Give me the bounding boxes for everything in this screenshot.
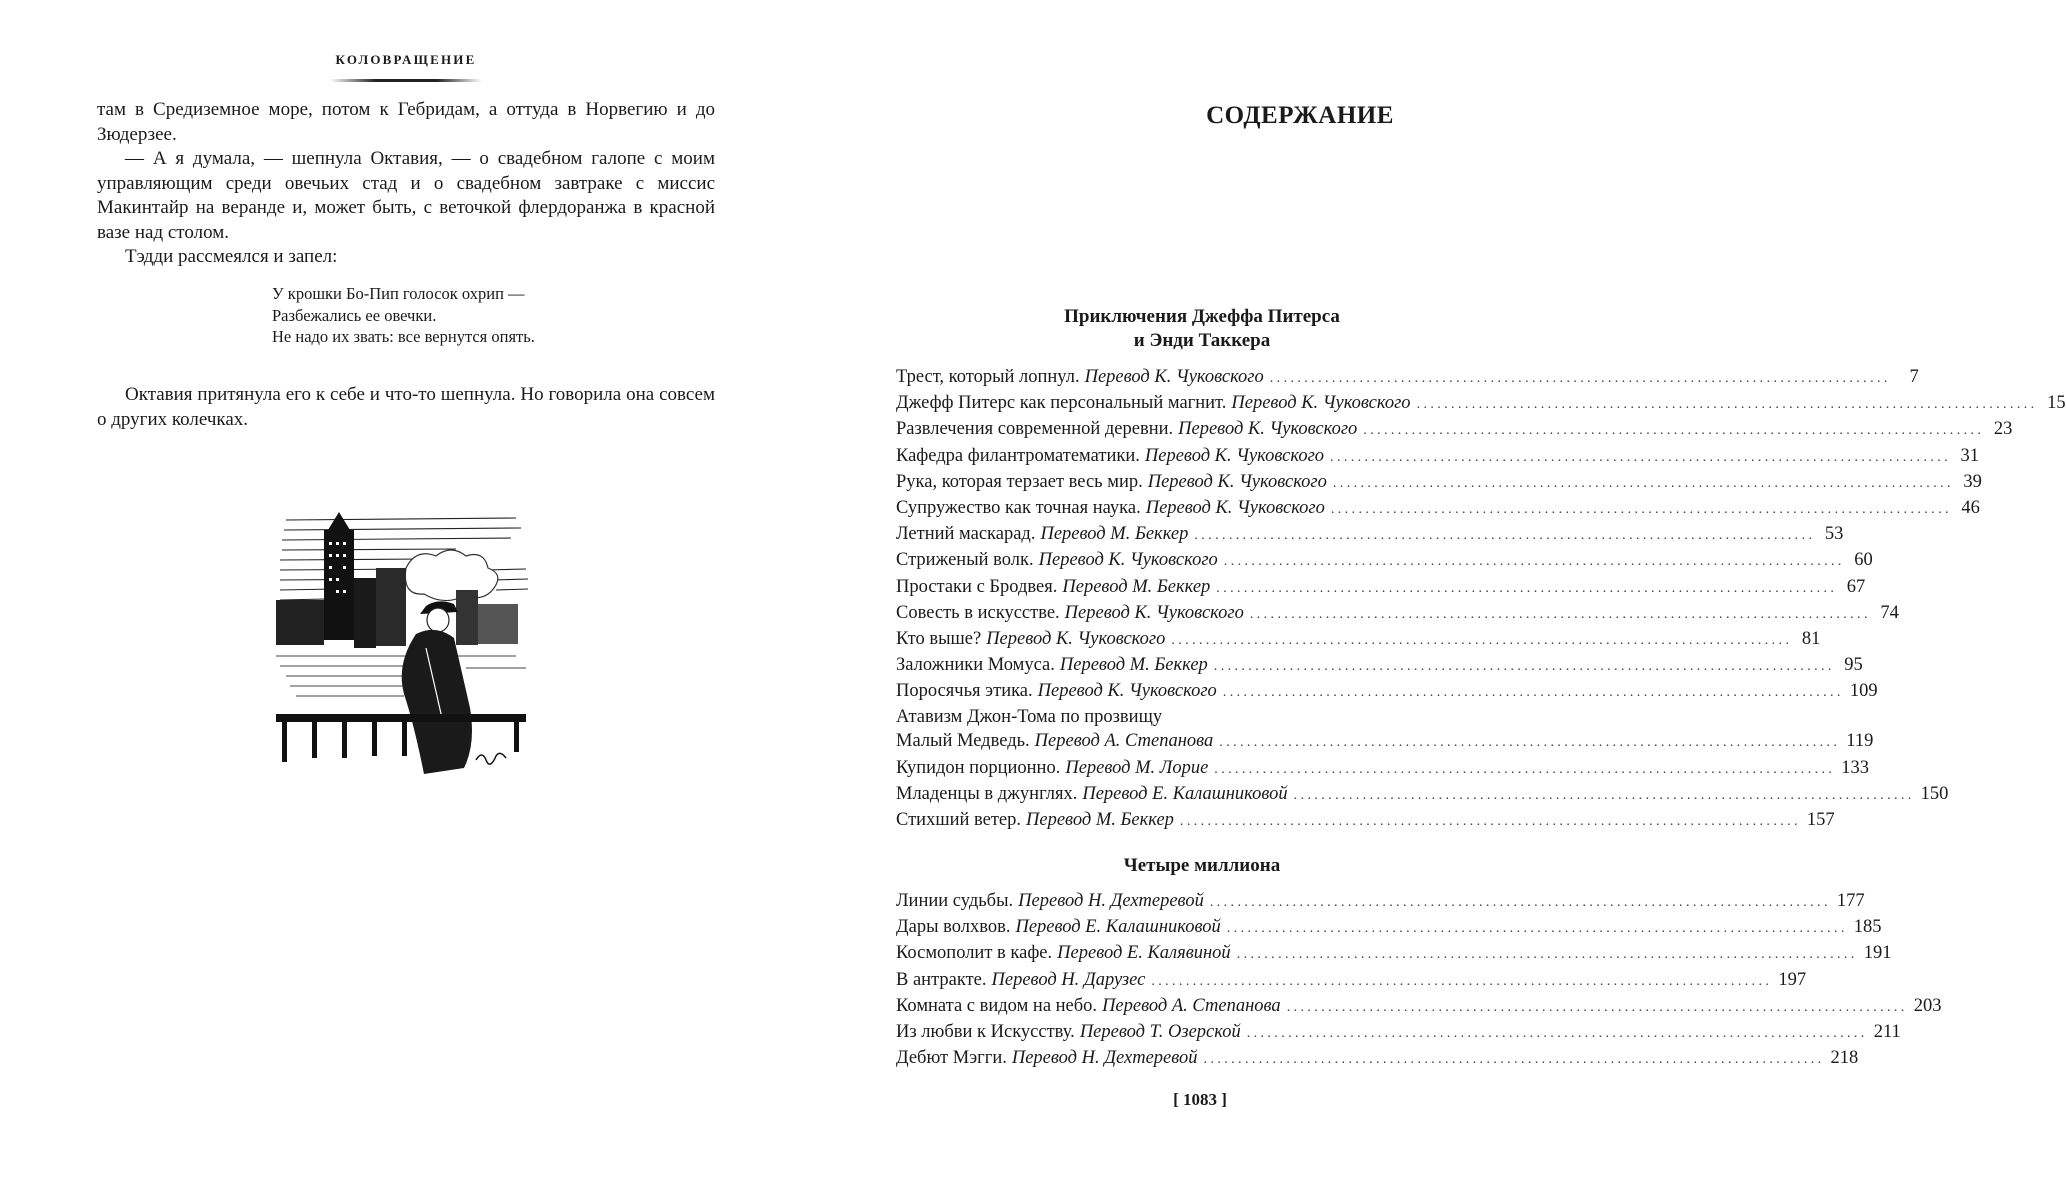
dot-leader: .......................................................................................... — [1214, 761, 1836, 777]
entry-title: Простаки с Бродвея. — [896, 576, 1058, 597]
contents-entry — [896, 416, 2013, 442]
entry-page-number: 203 — [1913, 995, 1942, 1016]
contents-entry — [896, 626, 1821, 652]
entry-page-number: 23 — [1993, 419, 2013, 440]
entry-title: Развлечения современной деревни. — [896, 419, 1174, 440]
entry-page-number: 46 — [1961, 497, 1980, 518]
contents-entry — [896, 967, 1807, 993]
dot-leader: .......................................................................................... — [1151, 973, 1773, 989]
entry-translator: Перевод М. Беккер — [1026, 810, 1174, 830]
entry-title: Стриженый волк. — [896, 550, 1034, 571]
entry-page-number: 185 — [1853, 917, 1882, 938]
section-heading — [896, 305, 1508, 353]
entry-page-number: 74 — [1880, 602, 1899, 623]
paragraph: там в Средиземное море, потом к Гебридам, а оттуда в Норвегию и до Зюдерзее. — [97, 99, 715, 145]
dot-leader: .......................................................................................... — [1203, 1052, 1825, 1068]
entry-page-number: 95 — [1844, 655, 1863, 676]
entry-title: Малый Медведь. — [896, 731, 1030, 752]
entry-page-number: 31 — [1960, 445, 1980, 466]
entry-translator: Перевод К. Чуковского — [1145, 497, 1325, 518]
section-heading — [896, 854, 1508, 878]
contents-entry — [896, 364, 1919, 390]
entry-translator: Перевод К. Чуковского — [986, 628, 1166, 649]
right-page — [800, 0, 2066, 1200]
dot-leader: .......................................................................................... — [1246, 1025, 1868, 1041]
entry-translator: Перевод Н. Дехтеревой — [1018, 891, 1204, 911]
entry-page-number: 67 — [1846, 576, 1866, 597]
entry-page-number: 211 — [1873, 1021, 1901, 1042]
entry-translator: Перевод К. Чуковского — [1038, 550, 1218, 571]
entry-translator: Перевод К. Чуковского — [1064, 602, 1244, 623]
entry-translator: Перевод К. Чуковского — [1231, 393, 1411, 414]
verse-line: Разбежались ее овечки. — [272, 305, 437, 325]
entry-title: В антракте. — [896, 969, 987, 990]
entry-title: Кафедра филантроматематики. — [896, 445, 1140, 466]
entry-page-number: 177 — [1836, 891, 1865, 911]
entry-title: Кто выше? — [896, 628, 982, 649]
entry-page-number: 39 — [1963, 471, 1982, 492]
dot-leader: .......................................................................................... — [1286, 999, 1908, 1015]
contents-entry — [896, 1045, 1859, 1071]
section-heading-line: и Энди Таккера — [1133, 330, 1271, 351]
left-page — [0, 0, 800, 1200]
contents-entry — [896, 1019, 1901, 1045]
entry-title: Летний маскарад. — [896, 524, 1036, 545]
entry-translator: Перевод М. Беккер — [1059, 655, 1208, 676]
contents-entry — [896, 521, 1844, 547]
entry-translator: Перевод М. Лорие — [1065, 757, 1209, 778]
dot-leader: .......................................................................................... — [1249, 606, 1871, 622]
entry-page-number: 157 — [1806, 810, 1835, 830]
dot-leader: .......................................................................................... — [1222, 685, 1844, 701]
entry-page-number: 197 — [1778, 969, 1807, 990]
contents-entry — [896, 781, 1949, 807]
paragraph: — А я думала, — шепнула Октавия, — о свадебном галопе с моим управляющим среди овечьих стад и о свадебном завтраке с миссис Макинтайр на веранде и, может быть, с веточкой флердоранжа в красной вазе над столом. — [97, 148, 715, 243]
entry-page-number: 218 — [1830, 1048, 1859, 1069]
entry-title: Атавизм Джон-Тома по прозвищу — [896, 707, 1163, 728]
entry-title: Линии судьбы. — [896, 891, 1014, 911]
dot-leader: .......................................................................................... — [1293, 787, 1915, 803]
entry-translator: Перевод Н. Дехтеревой — [1011, 1048, 1198, 1069]
contents-entry — [896, 678, 1878, 704]
entry-translator: Перевод А. Степанова — [1102, 995, 1281, 1016]
section-heading-line: Четыре миллиона — [1123, 855, 1281, 876]
entry-page-number: 150 — [1920, 783, 1949, 804]
entry-page-number: 81 — [1801, 628, 1821, 649]
dot-leader: .......................................................................................... — [1223, 554, 1845, 570]
dot-leader: .......................................................................................... — [1330, 501, 1952, 517]
body-text — [97, 98, 715, 270]
entry-page-number: 191 — [1863, 943, 1892, 964]
section-heading-line: Приключения Джеффа Питерса — [1064, 306, 1340, 327]
paragraph: Тэдди рассмеялся и запел: — [125, 246, 338, 267]
entry-translator: Перевод Т. Озерской — [1079, 1021, 1241, 1042]
closing-paragraph: Октавия притянула его к себе и что-то шепнула. Но говорила она совсем о других колечках. — [97, 384, 715, 430]
contents-entry — [896, 443, 1980, 469]
entry-title: Младенцы в джунглях. — [896, 783, 1078, 804]
contents-entry — [896, 547, 1873, 573]
contents-entry — [896, 704, 1508, 728]
contents-list — [896, 888, 1942, 1071]
contents-entry — [896, 755, 1870, 781]
entry-title: Джефф Питерс как персональный магнит. — [896, 393, 1227, 414]
dot-leader: .......................................................................................... — [1363, 423, 1985, 439]
entry-title: Поросячья этика. — [896, 681, 1033, 702]
entry-translator: Перевод К. Чуковского — [1037, 681, 1217, 702]
entry-title: Совесть в искусстве. — [896, 602, 1060, 623]
entry-title: Рука, которая терзает весь мир. — [896, 471, 1143, 492]
dot-leader: .......................................................................................... — [1194, 528, 1816, 544]
entry-title: Комната с видом на небо. — [896, 995, 1098, 1016]
entry-page-number: 7 — [1909, 367, 1919, 387]
dot-leader: .......................................................................................... — [1213, 659, 1835, 675]
dot-leader: .......................................................................................... — [1179, 814, 1801, 829]
dot-leader: .......................................................................................... — [1171, 632, 1793, 648]
entry-title: Дебют Мэгги. — [896, 1048, 1007, 1069]
contents-list — [896, 364, 2066, 833]
contents-entry — [896, 940, 1892, 966]
contents-entry — [896, 495, 1980, 521]
dot-leader: .......................................................................................... — [1226, 921, 1848, 937]
dot-leader: .......................................................................................... — [1332, 475, 1954, 491]
running-head: КОЛОВРАЩЕНИЕ — [335, 52, 477, 67]
entry-translator: Перевод Е. Калявиной — [1057, 943, 1231, 964]
entry-title: Супружество как точная наука. — [896, 497, 1141, 518]
dot-leader: .......................................................................................... — [1330, 449, 1952, 465]
verse-line: Не надо их звать: все вернутся опять. — [272, 327, 535, 346]
entry-title: Дары волхвов. — [896, 917, 1011, 938]
entry-translator: Перевод К. Чуковского — [1144, 445, 1325, 466]
contents-title: СОДЕРЖАНИЕ — [1206, 102, 1394, 129]
dot-leader: .......................................................................................... — [1416, 397, 2038, 413]
entry-translator: Перевод А. Степанова — [1034, 731, 1214, 752]
dot-leader: .......................................................................................... — [1219, 735, 1841, 751]
entry-page-number: 119 — [1846, 731, 1874, 752]
entry-page-number: 15 — [2047, 393, 2066, 414]
contents-entry — [896, 728, 1874, 754]
contents-entry — [896, 652, 1863, 678]
entry-translator: Перевод К. Чуковского — [1147, 471, 1327, 492]
entry-page-number: 109 — [1849, 681, 1878, 702]
entry-translator: Перевод К. Чуковского — [1084, 367, 1264, 387]
entry-translator: Перевод Е. Калашниковой — [1015, 917, 1221, 938]
entry-title: Купидон порционно. — [896, 757, 1061, 778]
dot-leader: .......................................................................................... — [1236, 947, 1858, 963]
entry-title: Из любви к Искусству. — [896, 1021, 1075, 1042]
running-head-rule — [330, 79, 482, 82]
entry-translator: Перевод М. Беккер — [1062, 576, 1211, 597]
contents-entry — [896, 993, 1942, 1019]
entry-translator: Перевод Е. Калашниковой — [1082, 783, 1288, 804]
contents-entry — [896, 914, 1882, 940]
dot-leader: .......................................................................................... — [1209, 895, 1831, 910]
entry-title: Космополит в кафе. — [896, 943, 1053, 964]
entry-translator: Перевод Н. Дарузес — [991, 969, 1146, 990]
dot-leader: .......................................................................................... — [1216, 580, 1838, 596]
contents-entry — [896, 600, 1899, 626]
entry-page-number: 60 — [1854, 550, 1873, 571]
contents-entry — [896, 807, 1835, 833]
entry-page-number: 53 — [1824, 524, 1844, 545]
contents-entry — [896, 390, 2066, 416]
entry-page-number: 133 — [1841, 757, 1870, 778]
entry-translator: Перевод М. Беккер — [1040, 524, 1189, 545]
entry-translator: Перевод К. Чуковского — [1178, 419, 1358, 440]
city-waterfront-illustration-icon — [276, 508, 542, 790]
entry-title: Стихший ветер. — [896, 810, 1022, 830]
contents-entry — [896, 469, 1982, 495]
verse — [272, 283, 692, 348]
entry-title: Трест, который лопнул. — [896, 367, 1080, 387]
verse-line: У крошки Бо-Пип голосок охрип — — [272, 284, 525, 303]
entry-title: Заложники Момуса. — [896, 655, 1055, 676]
contents-entry — [896, 888, 1865, 914]
dot-leader: .......................................................................................... — [1269, 371, 1891, 386]
contents-entry — [896, 574, 1866, 600]
page-number: [ 1083 ] — [1173, 1090, 1227, 1109]
